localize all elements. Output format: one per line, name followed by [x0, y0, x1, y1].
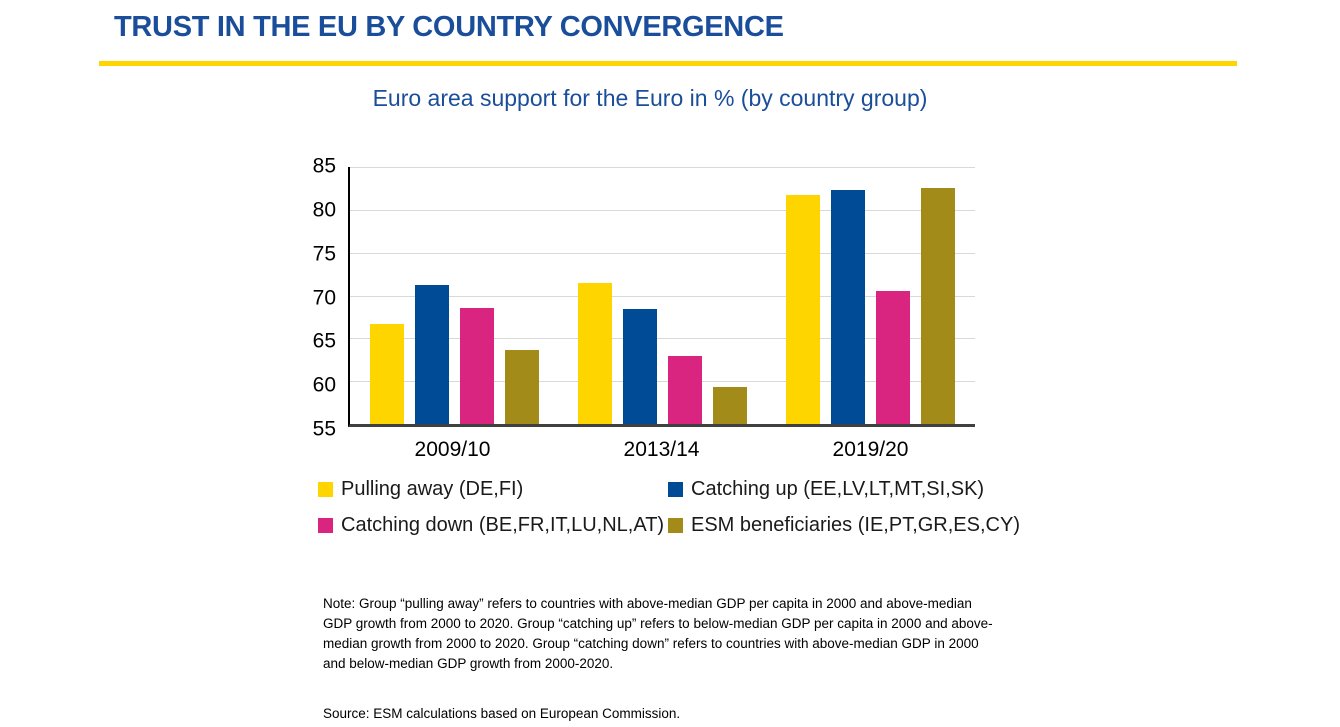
bar-group-2019-20 — [786, 167, 955, 424]
bar — [460, 308, 494, 425]
legend-item — [318, 514, 668, 537]
x-tick-label: 2013/14 — [623, 438, 700, 461]
bar-group-2009-10 — [370, 167, 539, 424]
x-tick-label: 2009/10 — [414, 438, 491, 461]
bar — [713, 387, 747, 424]
y-tick-label: 85 — [312, 154, 336, 178]
y-tick-label: 70 — [312, 286, 336, 310]
legend-swatch-icon — [318, 482, 333, 497]
y-tick-label: 60 — [312, 373, 336, 397]
x-tick-label: 2019/20 — [832, 438, 909, 461]
y-tick-label: 80 — [312, 198, 336, 222]
y-axis-tick-labels — [280, 154, 336, 441]
bar-groups — [350, 167, 975, 424]
bar — [415, 285, 449, 424]
title-underline — [99, 61, 1237, 66]
legend-item — [668, 514, 1020, 537]
page-title: TRUST IN THE EU BY COUNTRY CONVERGENCE — [114, 11, 784, 43]
chart-title: Euro area support for the Euro in % (by country group) — [372, 85, 928, 111]
source-text: Source: ESM calculations based on European Commission. — [323, 706, 681, 721]
bar-chart-plot-area — [348, 167, 975, 427]
bar — [668, 356, 702, 424]
y-tick-label: 55 — [312, 417, 336, 441]
legend-swatch-icon — [668, 518, 683, 533]
bar — [876, 291, 910, 424]
legend-item — [318, 478, 668, 501]
legend-swatch-icon — [318, 518, 333, 533]
bar — [578, 283, 612, 424]
legend-label: Catching up (EE,LV,LT,MT,SI,SK) — [691, 478, 985, 500]
legend-swatch-icon — [668, 482, 683, 497]
bar — [370, 324, 404, 424]
y-tick-label: 65 — [312, 329, 336, 353]
x-axis-tick-labels — [348, 438, 975, 462]
chart-legend — [318, 478, 1020, 537]
legend-label: ESM beneficiaries (IE,PT,GR,ES,CY) — [691, 514, 1020, 536]
legend-label: Catching down (BE,FR,IT,LU,NL,AT) — [341, 514, 665, 536]
legend-item — [668, 478, 1020, 501]
bar — [786, 195, 820, 424]
bar — [921, 188, 955, 424]
bar — [831, 190, 865, 424]
bar — [623, 309, 657, 424]
bar-group-2013-14 — [578, 167, 747, 424]
y-tick-label: 75 — [312, 242, 336, 266]
bar — [505, 350, 539, 424]
note-text: Note: Group “pulling away” refers to countries with above-median GDP per capita in 2000 and above-median GDP growth from 2000 to 2020. Group “catching up” refers to below-median GDP per capita in 2000 and above-median growth from 2000 to 2020. Group “catching down” refers to countries with above-median GDP in 2000 and below-median GDP growth from 2000-2020. — [323, 596, 993, 671]
legend-label: Pulling away (DE,FI) — [341, 478, 524, 500]
